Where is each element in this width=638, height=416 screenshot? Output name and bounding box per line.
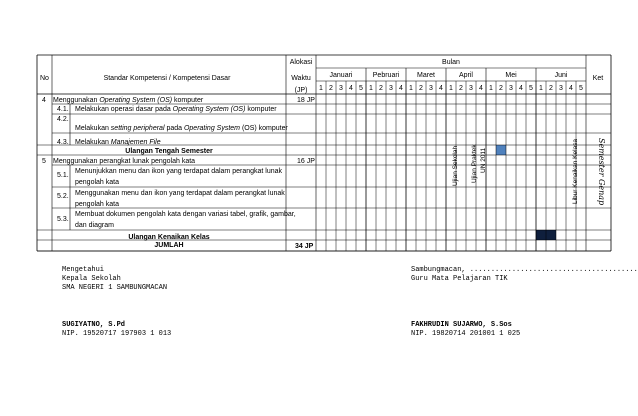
vertical-semester-genap: Semester Genap [597, 138, 606, 206]
week-number: 3 [389, 85, 393, 92]
ulangan-kenaikan-kelas: Ulangan Kenaikan Kelas [128, 234, 210, 241]
row-text-line1: Menunjukkan menu dan ikon yang terdapat dalam perangkat lunak [75, 168, 283, 175]
week-number: 5 [579, 85, 583, 92]
month-label: Maret [417, 72, 435, 79]
vertical-ujian-praktek: Ujian Praktek [471, 144, 478, 183]
week-number: 4 [349, 85, 353, 92]
row-text: Menggunakan Operating System (OS) komputer [53, 97, 204, 104]
week-number: 1 [369, 85, 373, 92]
row-no: 5.3. [57, 216, 69, 223]
week-number: 4 [439, 85, 443, 92]
month-label: April [458, 72, 473, 79]
week-number: 3 [469, 85, 473, 92]
week-number: 4 [399, 85, 403, 92]
week-number: 3 [559, 85, 563, 92]
blue-cell-ulangan-tengah [496, 145, 506, 155]
row-text-line1: Membuat dokumen pengolah kata dengan variasi tabel, grafik, gambar, [75, 211, 296, 218]
week-number: 2 [459, 85, 463, 92]
row-text: Melakukan operasi dasar pada Operating System (OS) komputer [75, 106, 277, 113]
week-number: 1 [409, 85, 413, 92]
week-number: 2 [499, 85, 503, 92]
month-label: Januari [329, 72, 353, 79]
sig-right-name: FAKHRUDIN SUJARWO, S.Sos [411, 321, 512, 329]
row-jp: 18 JP [297, 97, 315, 104]
week-number: 5 [529, 85, 533, 92]
week-number: 2 [329, 85, 333, 92]
month-label: Juni [554, 72, 568, 79]
row-no: 4.2. [57, 116, 69, 123]
week-number: 1 [539, 85, 543, 92]
sig-right-l1: Sambungmacan, ........................................ [411, 266, 638, 274]
week-number: 2 [419, 85, 423, 92]
row-no: 5 [42, 158, 46, 165]
week-number: 4 [519, 85, 523, 92]
month-label: Mei [505, 72, 517, 79]
vertical-un-2011: UN 2011 [480, 147, 487, 173]
sig-left-name: SUGIYATNO, S.Pd [62, 321, 126, 329]
row-text-line2: dan diagram [75, 222, 114, 229]
week-number: 2 [549, 85, 553, 92]
header-ket: Ket [592, 75, 604, 82]
row-text-line1: Menggunakan menu dan ikon yang terdapat dalam perangkat lunak [75, 190, 285, 197]
week-number: 2 [379, 85, 383, 92]
row-jp: 16 JP [297, 158, 315, 165]
week-number: 1 [489, 85, 493, 92]
header-bulan: Bulan [442, 59, 460, 66]
vertical-libur: Libur Kenaikan Kelasa [572, 138, 579, 204]
week-number: 4 [569, 85, 573, 92]
week-number: 4 [479, 85, 483, 92]
week-number: 1 [319, 85, 323, 92]
row-text-line2: pengolah kata [75, 179, 119, 186]
sig-left-l2: Kepala Sekolah [62, 275, 121, 283]
week-number: 3 [509, 85, 513, 92]
ulangan-tengah-semester: Ulangan Tengah Semester [125, 148, 213, 155]
header-standard: Standar Kompetensi / Kompetensi Dasar [103, 75, 231, 82]
sig-left-l3: SMA NEGERI 1 SAMBUNGMACAN [62, 284, 168, 292]
row-no: 4.3. [57, 139, 69, 146]
header-no: No [40, 75, 49, 82]
row-text: Melakukan setting peripheral pada Operating System (OS) komputer [75, 125, 288, 132]
week-number: 3 [429, 85, 433, 92]
row-no: 4 [42, 97, 46, 104]
week-number: 5 [359, 85, 363, 92]
sig-left-l1: Mengetahui [62, 266, 105, 274]
row-no: 5.2. [57, 193, 69, 200]
week-number: 3 [339, 85, 343, 92]
row-text-line2: pengolah kata [75, 201, 119, 208]
month-label: Pebruari [372, 72, 400, 79]
row-no: 5.1. [57, 172, 69, 179]
header-alokasi: Alokasi [289, 59, 313, 66]
row-text: Melakukan Manajemen File [75, 139, 161, 146]
jumlah-label: JUMLAH [154, 242, 184, 249]
sig-right-l2: Guru Mata Pelajaran TIK [411, 275, 508, 283]
header-waktu: Waktu [291, 75, 311, 82]
jumlah-jp: 34 JP [295, 243, 314, 250]
sig-left-nip: NIP. 19520717 197903 1 013 [62, 330, 172, 338]
vertical-ujian-sekolah: Ujian Sekolah [452, 145, 459, 186]
sig-right-nip: NIP. 19820714 201001 1 025 [411, 330, 521, 338]
row-no: 4.1. [57, 106, 69, 113]
week-number: 1 [449, 85, 453, 92]
header-jp: (JP) [294, 87, 308, 94]
row-text: Menggunakan perangkat lunak pengolah kata [53, 158, 196, 165]
